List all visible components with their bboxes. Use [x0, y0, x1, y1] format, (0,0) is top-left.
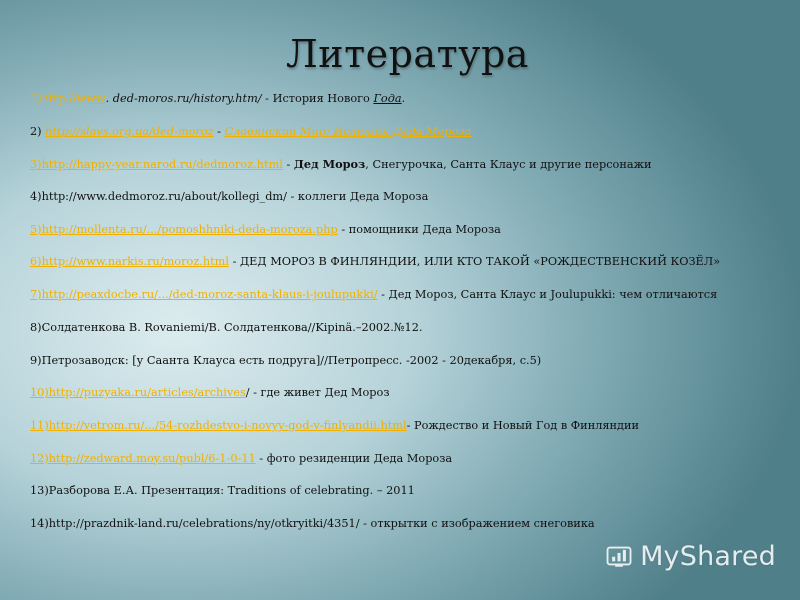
- reference-11-link[interactable]: 11)http://vetrom.ru/.../54-rozhdestvo-i-novyy-god-v-finlyandii.html: [30, 418, 407, 432]
- reference-8-text: 8)Солдатенкова В. Rovaniemi/В. Солдатенкова//Kipinä.–2002.№12.: [30, 320, 423, 334]
- reference-13-text: 13)Разборова Е.А. Презентация: Traditions of celebrating. – 2011: [30, 484, 415, 498]
- reference-3-separator: -: [282, 158, 294, 172]
- watermark[interactable]: [606, 536, 776, 576]
- reference-10-link[interactable]: 10)http://puzyaka.ru/articles/archives: [30, 386, 246, 400]
- reference-11-desc: - Рождество и Новый Год в Финляндии: [406, 418, 640, 432]
- watermark-text: MyShared: [640, 540, 776, 572]
- reference-7-desc: - Дед Мороз, Санта Клаус и Joulupukki: чем отличаются: [377, 288, 718, 302]
- reference-12-link[interactable]: 12)http://zedward.moy.su/publ/6-1-0-11: [30, 451, 256, 465]
- reference-item-10: [30, 384, 790, 417]
- reference-3-link[interactable]: 3)http://happy-year.narod.ru/dedmoroz.html: [30, 158, 283, 172]
- reference-item-9: [30, 352, 790, 385]
- reference-item-6: [30, 253, 790, 286]
- reference-3-bold: Дед Мороз: [293, 157, 366, 172]
- reference-14-text: 14)http://prazdnik-land.ru/celebrations/ny/otkryitki/4351/ - открытки с изображением снеговика: [30, 516, 595, 530]
- reference-item-4: [30, 188, 790, 221]
- reference-1-link[interactable]: http://www: [41, 92, 106, 105]
- reference-12-desc: - фото резиденции Деда Мороза: [255, 451, 453, 465]
- reference-item-7: [30, 286, 790, 319]
- reference-item-3: [30, 155, 790, 188]
- reference-10-desc: / - где живет Дед Мороз: [245, 386, 390, 400]
- reference-6-link[interactable]: 6)http://www.narkis.ru/moroz.html: [30, 255, 229, 269]
- reference-2-title-link[interactable]: Славянский Мир: История Деда Мороза: [224, 124, 472, 138]
- reference-1-desc-year: Года: [373, 92, 402, 105]
- reference-4-text: 4)http://www.dedmoroz.ru/about/kollegi_dm/ - коллеги Деда Мороза: [30, 190, 429, 204]
- reference-item-12: [30, 450, 790, 483]
- reference-item-13: [30, 482, 790, 515]
- reference-1-period: .: [401, 92, 406, 105]
- reference-5-link[interactable]: 5)http://mollenta.ru/.../pomoshhniki-deda-moroza.php: [30, 222, 338, 236]
- reference-item-5: [30, 221, 790, 254]
- reference-1-desc: - История Нового: [261, 92, 374, 105]
- reference-7-link[interactable]: 7)http://peaxdocbe.ru/.../ded-moroz-santa-klaus-i-joulupukki/: [30, 288, 378, 302]
- reference-item-11: [30, 417, 790, 450]
- reference-item-8: [30, 319, 790, 352]
- reference-1-number[interactable]: 1): [30, 92, 42, 105]
- reference-3-desc: , Снегурочка, Санта Клаус и другие персонажи: [365, 158, 652, 172]
- page-title: Литература: [286, 32, 529, 76]
- reference-item-1: [30, 90, 790, 123]
- reference-2-link[interactable]: http://slavs.org.ua/ded-moroz: [45, 124, 214, 138]
- reference-list: [30, 90, 790, 548]
- reference-9-text: 9)Петрозаводск: [у Саанта Клауса есть подруга]//Петропресс. -2002 - 20декабря, с.5): [30, 353, 542, 367]
- reference-2-number: 2): [30, 124, 46, 138]
- reference-5-desc: - помощники Деда Мороза: [337, 222, 501, 236]
- reference-6-desc: - ДЕД МОРОЗ В ФИНЛЯНДИИ, ИЛИ КТО ТАКОЙ «РОЖДЕСТВЕНСКИЙ КОЗЁЛ»: [229, 255, 721, 269]
- reference-1-domain: . ded-moros.ru/history.htm/: [105, 92, 262, 105]
- reference-item-2: [30, 123, 790, 156]
- myshared-logo-icon: [606, 539, 632, 573]
- reference-2-separator: -: [213, 124, 225, 138]
